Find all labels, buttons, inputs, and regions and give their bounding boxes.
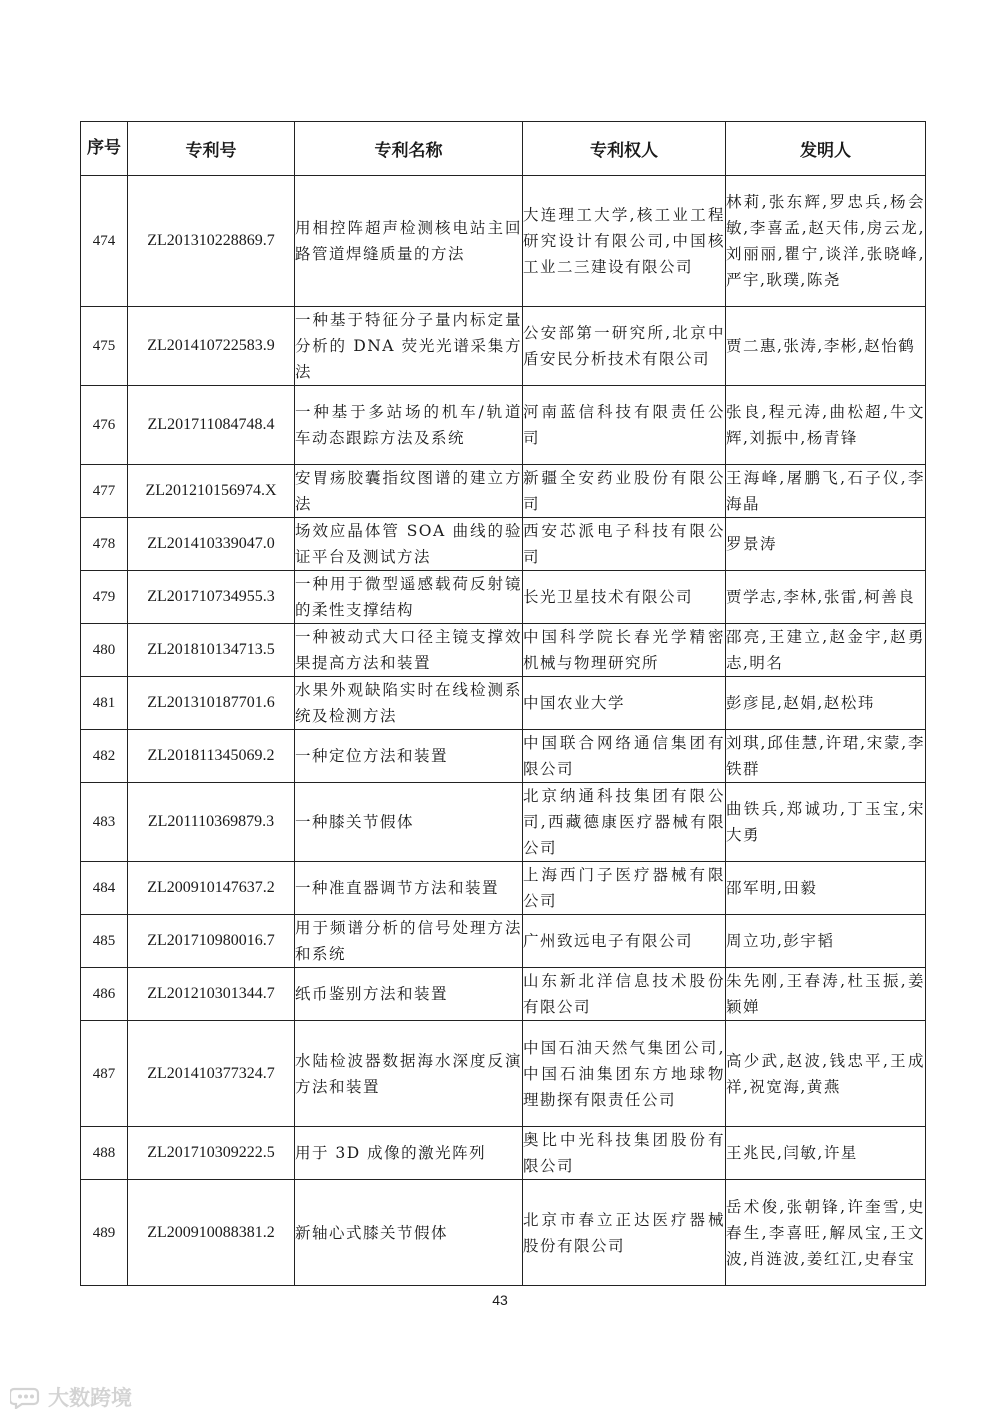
- cell-patent-name: 水陆检波器数据海水深度反演方法和装置: [295, 1021, 523, 1127]
- cell-patent-no: ZL201711084748.4: [128, 386, 295, 465]
- cell-patent-name: 一种准直器调节方法和装置: [295, 862, 523, 915]
- cell-patent-name: 用于 3D 成像的激光阵列: [295, 1127, 523, 1180]
- cell-inventors: 岳术俊,张朝锋,许奎雪,史春生,李喜旺,解凤宝,王文波,肖涟波,姜红江,史春宝: [726, 1180, 926, 1286]
- cell-patent-no: ZL201410339047.0: [128, 518, 295, 571]
- cell-patent-owner: 奥比中光科技集团股份有限公司: [523, 1127, 726, 1180]
- cell-patent-owner: 山东新北洋信息技术股份有限公司: [523, 968, 726, 1021]
- table-row: [81, 783, 926, 862]
- cell-patent-name: 用于频谱分析的信号处理方法和系统: [295, 915, 523, 968]
- cell-patent-owner: 中国农业大学: [523, 677, 726, 730]
- table-row: [81, 624, 926, 677]
- cell-patent-owner: 中国联合网络通信集团有限公司: [523, 730, 726, 783]
- watermark-text: 大数跨境: [48, 1386, 132, 1410]
- cell-patent-no: ZL201810134713.5: [128, 624, 295, 677]
- cell-seq: 488: [81, 1127, 128, 1180]
- cell-patent-no: ZL201210156974.X: [128, 465, 295, 518]
- cell-patent-owner: 广州致远电子有限公司: [523, 915, 726, 968]
- cell-patent-no: ZL200910147637.2: [128, 862, 295, 915]
- cell-patent-name: 新轴心式膝关节假体: [295, 1180, 523, 1286]
- cell-patent-name: 安胃疡胶囊指纹图谱的建立方法: [295, 465, 523, 518]
- table-header-row: [81, 122, 926, 176]
- watermark: [10, 1382, 132, 1412]
- table-row: [81, 571, 926, 624]
- cell-inventors: 贾学志,李林,张雷,柯善良: [726, 571, 926, 624]
- cell-patent-owner: 新疆全安药业股份有限公司: [523, 465, 726, 518]
- cell-patent-owner: 公安部第一研究所,北京中盾安民分析技术有限公司: [523, 307, 726, 386]
- cell-seq: 483: [81, 783, 128, 862]
- patent-table: [80, 121, 926, 1286]
- cell-inventors: 邵亮,王建立,赵金宇,赵勇志,明名: [726, 624, 926, 677]
- cell-inventors: 刘琪,邱佳慧,许珺,宋蒙,李铁群: [726, 730, 926, 783]
- cell-seq: 487: [81, 1021, 128, 1127]
- table-row: [81, 176, 926, 307]
- cell-seq: 481: [81, 677, 128, 730]
- cell-patent-no: ZL201710309222.5: [128, 1127, 295, 1180]
- cell-patent-name: 一种膝关节假体: [295, 783, 523, 862]
- cell-seq: 474: [81, 176, 128, 307]
- cell-patent-name: 一种用于微型遥感载荷反射镜的柔性支撑结构: [295, 571, 523, 624]
- cell-inventors: 曲铁兵,郑诚功,丁玉宝,宋大勇: [726, 783, 926, 862]
- cell-patent-owner: 长光卫星技术有限公司: [523, 571, 726, 624]
- table-row: [81, 386, 926, 465]
- cell-patent-no: ZL201110369879.3: [128, 783, 295, 862]
- header-patent-name: 专利名称: [295, 122, 523, 176]
- cell-patent-no: ZL201210301344.7: [128, 968, 295, 1021]
- cell-patent-name: 用相控阵超声检测核电站主回路管道焊缝质量的方法: [295, 176, 523, 307]
- cell-inventors: 朱先刚,王春涛,杜玉振,姜颖婵: [726, 968, 926, 1021]
- cell-inventors: 贾二惠,张涛,李彬,赵怡鹤: [726, 307, 926, 386]
- page-number: 43: [492, 1292, 508, 1308]
- header-inventors: 发明人: [726, 122, 926, 176]
- cell-patent-name: 水果外观缺陷实时在线检测系统及检测方法: [295, 677, 523, 730]
- header-patent-owner: 专利权人: [523, 122, 726, 176]
- cell-patent-no: ZL201811345069.2: [128, 730, 295, 783]
- cell-patent-no: ZL200910088381.2: [128, 1180, 295, 1286]
- cell-seq: 485: [81, 915, 128, 968]
- cell-seq: 484: [81, 862, 128, 915]
- header-seq: 序号: [81, 122, 128, 176]
- cell-patent-no: ZL201410722583.9: [128, 307, 295, 386]
- cell-patent-owner: 中国科学院长春光学精密机械与物理研究所: [523, 624, 726, 677]
- cell-inventors: 周立功,彭宇韬: [726, 915, 926, 968]
- cell-inventors: 张良,程元涛,曲松超,牛文辉,刘振中,杨青锋: [726, 386, 926, 465]
- cell-inventors: 王海峰,屠鹏飞,石子仪,李海晶: [726, 465, 926, 518]
- cell-seq: 475: [81, 307, 128, 386]
- cell-seq: 480: [81, 624, 128, 677]
- table-row: [81, 915, 926, 968]
- cell-patent-no: ZL201410377324.7: [128, 1021, 295, 1127]
- cell-patent-name: 一种定位方法和装置: [295, 730, 523, 783]
- cell-seq: 486: [81, 968, 128, 1021]
- table-row: [81, 1127, 926, 1180]
- cell-seq: 478: [81, 518, 128, 571]
- cell-patent-name: 纸币鉴别方法和装置: [295, 968, 523, 1021]
- cell-inventors: 高少武,赵波,钱忠平,王成祥,祝宽海,黄燕: [726, 1021, 926, 1127]
- table-row: [81, 968, 926, 1021]
- chat-bubble-logo-icon: [10, 1385, 44, 1409]
- cell-inventors: 罗景涛: [726, 518, 926, 571]
- cell-patent-owner: 北京纳通科技集团有限公司,西藏德康医疗器械有限公司: [523, 783, 726, 862]
- table-row: [81, 1021, 926, 1127]
- cell-patent-owner: 上海西门子医疗器械有限公司: [523, 862, 726, 915]
- cell-seq: 489: [81, 1180, 128, 1286]
- cell-patent-no: ZL201710980016.7: [128, 915, 295, 968]
- table-row: [81, 862, 926, 915]
- cell-patent-name: 一种基于多站场的机车/轨道车动态跟踪方法及系统: [295, 386, 523, 465]
- cell-seq: 476: [81, 386, 128, 465]
- cell-patent-owner: 河南蓝信科技有限责任公司: [523, 386, 726, 465]
- cell-patent-no: ZL201310228869.7: [128, 176, 295, 307]
- cell-patent-owner: 中国石油天然气集团公司,中国石油集团东方地球物理勘探有限责任公司: [523, 1021, 726, 1127]
- table-row: [81, 730, 926, 783]
- table-row: [81, 518, 926, 571]
- cell-patent-owner: 西安芯派电子科技有限公司: [523, 518, 726, 571]
- cell-seq: 482: [81, 730, 128, 783]
- table-row: [81, 677, 926, 730]
- cell-patent-name: 一种基于特征分子量内标定量分析的 DNA 荧光光谱采集方法: [295, 307, 523, 386]
- table-row: [81, 307, 926, 386]
- cell-seq: 479: [81, 571, 128, 624]
- cell-inventors: 彭彦昆,赵娟,赵松玮: [726, 677, 926, 730]
- cell-patent-no: ZL201710734955.3: [128, 571, 295, 624]
- cell-patent-owner: 大连理工大学,核工业工程研究设计有限公司,中国核工业二三建设有限公司: [523, 176, 726, 307]
- cell-patent-name: 一种被动式大口径主镜支撑效果提高方法和装置: [295, 624, 523, 677]
- cell-seq: 477: [81, 465, 128, 518]
- cell-patent-no: ZL201310187701.6: [128, 677, 295, 730]
- table-row: [81, 465, 926, 518]
- header-patent-no: 专利号: [128, 122, 295, 176]
- cell-inventors: 王兆民,闫敏,许星: [726, 1127, 926, 1180]
- cell-patent-owner: 北京市春立正达医疗器械股份有限公司: [523, 1180, 726, 1286]
- cell-inventors: 邵军明,田毅: [726, 862, 926, 915]
- cell-patent-name: 场效应晶体管 SOA 曲线的验证平台及测试方法: [295, 518, 523, 571]
- cell-inventors: 林莉,张东辉,罗忠兵,杨会敏,李喜孟,赵天伟,房云龙,刘丽丽,瞿宁,谈洋,张晓峰,严宇,耿璞,陈尧: [726, 176, 926, 307]
- table-row: [81, 1180, 926, 1286]
